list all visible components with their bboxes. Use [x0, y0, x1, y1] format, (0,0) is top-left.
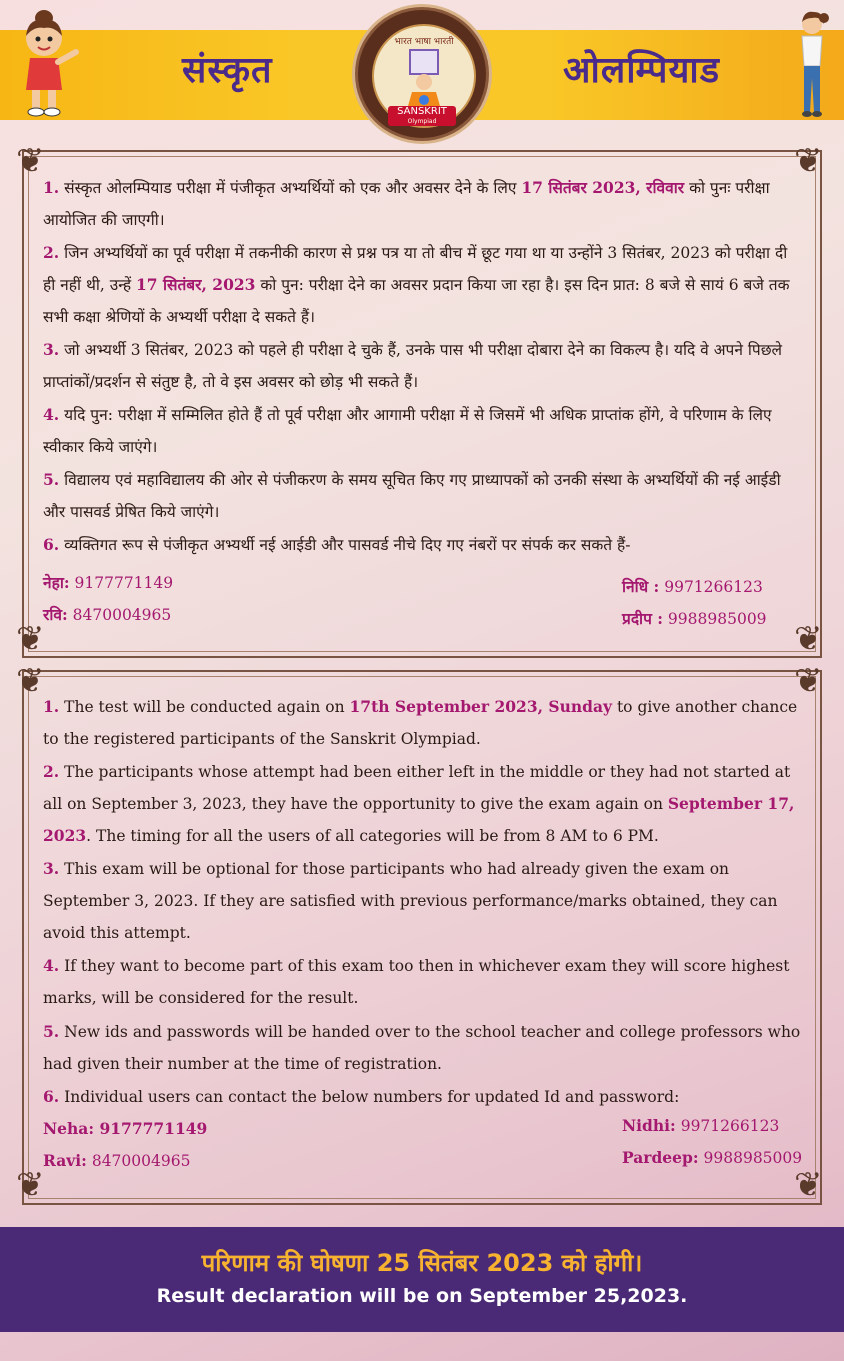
item-number: 3.: [43, 340, 60, 359]
english-item-4: [43, 950, 803, 1014]
english-item-2: [43, 756, 803, 852]
contact-phone: 9971266123: [659, 578, 763, 596]
item-text: व्यक्तिगत रूप से पंजीकृत अभ्यर्थी नई आईडी और पासवर्ड नीचे दिए गए नंबरों पर संपर्क कर सकते हैं-: [64, 536, 631, 554]
english-item-6: [43, 1081, 803, 1113]
item-text-post: . The timing for all the users of all categories will be from 8 AM to 6 PM.: [86, 827, 659, 845]
contact-name: नेहा:: [43, 573, 70, 592]
contact-phone: 8470004965: [86, 1152, 191, 1170]
contact-pardeep-en: [622, 1148, 802, 1167]
ornament-corner-icon: ❦: [16, 661, 45, 701]
hindi-item-5: [43, 464, 803, 528]
item-text: जो अभ्यर्थी 3 सितंबर, 2023 को पहले ही परीक्षा दे चुके हैं, उनके पास भी परीक्षा दोबारा देने का विकल्प है। यदि वे अपने पिछले प्राप्तांकों/प्रदर्शन से संतुष्ट है, तो वे इस अवसर को छोड़ भी सकते हैं।: [43, 341, 783, 391]
item-text: जिन अभ्यर्थियों का पूर्व परीक्षा में तकनीकी कारण से प्रश्न पत्र या तो बीच में छूट गया था या उन्होंने 3 सितंबर, 2023 को परीक्षा दी ही नहीं थी, उन्हें: [43, 244, 788, 294]
item-number: 2.: [43, 762, 60, 781]
footer-banner: [0, 1227, 844, 1332]
item-number: 5.: [43, 470, 60, 489]
logo-ribbon-text: SANSKRIT: [397, 106, 447, 117]
contact-name: प्रदीप :: [622, 609, 663, 628]
contact-phone: 9177771149: [94, 1119, 208, 1138]
item-highlight: 17 सितंबर 2023, रविवार: [521, 178, 685, 197]
contact-phone: 9988985009: [698, 1149, 803, 1167]
ornament-corner-icon: ❦: [16, 1165, 45, 1205]
contact-phone: 9971266123: [675, 1117, 780, 1135]
contact-name: Neha:: [43, 1119, 95, 1138]
item-number: 1.: [43, 697, 60, 716]
sanskrit-olympiad-logo: [358, 10, 486, 138]
contact-name: रवि:: [43, 605, 68, 624]
contact-name: Nidhi:: [622, 1116, 676, 1135]
item-text-post: को पुनः परीक्षा आयोजित की जाएगी।: [43, 179, 770, 229]
ornament-corner-icon: ❦: [16, 619, 45, 659]
item-number: 6.: [43, 1087, 60, 1106]
item-text: The test will be conducted again on: [64, 698, 350, 716]
hindi-item-6: [43, 529, 803, 561]
ornament-corner-icon: ❦: [794, 141, 823, 181]
lotus-scholar-icon: [404, 48, 444, 112]
contact-nidhi-hi: [622, 575, 763, 597]
item-text: यदि पुन: परीक्षा में सम्मिलित होते हैं तो पूर्व परीक्षा और आगामी परीक्षा में से जिसमें भी अधिक प्राप्तांक होंगे, वे परिणाम के लिए स्वीकार किये जाएंगे।: [43, 406, 772, 456]
logo-ribbon: [388, 106, 456, 126]
item-number: 4.: [43, 405, 60, 424]
item-number: 6.: [43, 535, 60, 554]
contact-ravi-en: [43, 1151, 190, 1170]
contact-ravi-hi: [43, 603, 171, 625]
item-text: विद्यालय एवं महाविद्यालय की ओर से पंजीकरण के समय सूचित किए गए प्राध्यापकों को उनकी संस्था के अभ्यर्थियों की नई आईडी और पासवर्ड प्रेषित किये जाएंगे।: [43, 471, 781, 521]
contact-phone: 9177771149: [69, 574, 174, 592]
result-declaration-hindi: परिणाम की घोषणा 25 सितंबर 2023 को होगी।: [201, 1249, 643, 1277]
title-olympiad: ओलम्पियाड: [563, 50, 720, 91]
english-item-5: [43, 1016, 803, 1080]
girl-character-left-icon: [14, 8, 86, 120]
contact-name: निधि :: [622, 577, 660, 596]
contact-neha-en: [43, 1119, 207, 1138]
item-text-post: को पुन: परीक्षा देने का अवसर प्रदान किया जा रहा है। इस दिन प्रात: 8 बजे से सायं 6 बजे तक सभी कक्षा श्रेणियों के अभ्यर्थी परीक्षा दे सकते हैं।: [43, 276, 790, 326]
item-text: संस्कृत ओलम्पियाड परीक्षा में पंजीकृत अभ्यर्थियों को एक और अवसर देने के लिए: [64, 179, 522, 197]
contact-phone: 9988985009: [663, 610, 767, 628]
result-declaration-english: Result declaration will be on September 25,2023.: [156, 1285, 688, 1307]
item-text: This exam will be optional for those participants who had already given the exam on September 3, 2023. If they are satisfied with previous performance/marks obtained, they can avoid this attempt.: [43, 860, 778, 942]
contact-neha-hi: [43, 571, 173, 593]
item-text: The participants whose attempt had been either left in the middle or they had not started at all on September 3, 2023, they have the opportunity to give the exam again on: [43, 763, 791, 813]
item-text-post: to give another chance to the registered participants of the Sanskrit Olympiad.: [43, 698, 798, 748]
logo-top-text: भारत भाषा भारती: [394, 37, 454, 47]
contact-nidhi-en: [622, 1116, 779, 1135]
item-highlight: 17 सितंबर, 2023: [136, 275, 256, 294]
logo-ribbon-sub: Olympiad: [407, 118, 437, 125]
item-number: 3.: [43, 859, 60, 878]
item-text: New ids and passwords will be handed over to the school teacher and college professors who had given their number at the time of registration.: [43, 1023, 801, 1073]
item-highlight: September 17, 2023: [43, 794, 795, 845]
item-number: 2.: [43, 243, 60, 262]
contact-name: Ravi:: [43, 1151, 87, 1170]
hindi-item-1: [43, 172, 803, 236]
ornament-corner-icon: ❦: [16, 141, 45, 181]
contact-phone: 8470004965: [67, 606, 172, 624]
girl-character-right-icon: [790, 8, 832, 120]
item-text: If they want to become part of this exam too then in whichever exam they will score highest marks, will be considered for the result.: [43, 957, 790, 1007]
item-number: 1.: [43, 178, 60, 197]
title-sanskrit: संस्कृत: [182, 50, 273, 91]
ornament-corner-icon: ❦: [794, 661, 823, 701]
english-item-3: [43, 853, 803, 949]
ornament-corner-icon: ❦: [794, 619, 823, 659]
item-highlight: 17th September 2023, Sunday: [349, 697, 613, 716]
hindi-item-2: [43, 237, 803, 333]
hindi-item-4: [43, 399, 803, 463]
item-number: 4.: [43, 956, 60, 975]
ornament-corner-icon: ❦: [794, 1165, 823, 1205]
english-item-1: [43, 691, 803, 755]
hindi-item-3: [43, 334, 803, 398]
contact-name: Pardeep:: [622, 1148, 699, 1167]
contact-pradeep-hi: [622, 607, 767, 629]
item-text: Individual users can contact the below numbers for updated Id and password:: [64, 1088, 680, 1106]
item-number: 5.: [43, 1022, 60, 1041]
